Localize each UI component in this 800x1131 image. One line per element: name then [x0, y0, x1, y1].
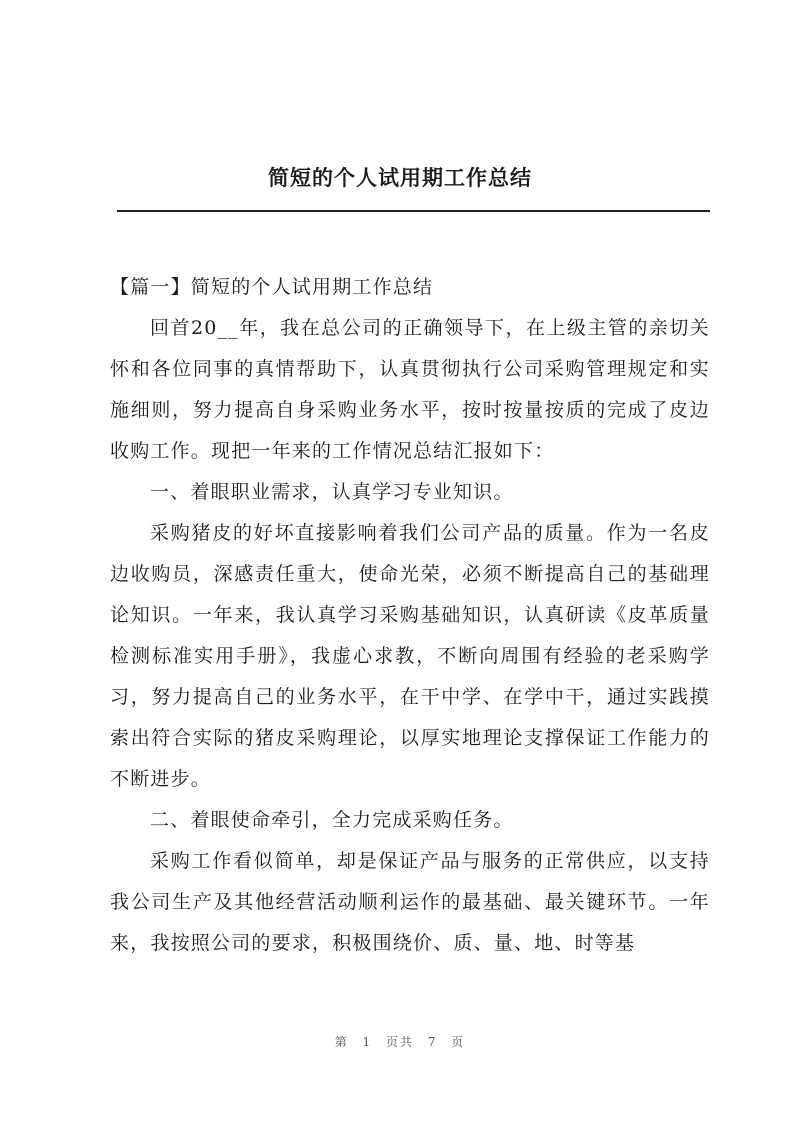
document-title: 简短的个人试用期工作总结: [268, 165, 532, 190]
page-number-footer: 第 1 页共 7 页: [334, 1035, 466, 1049]
document-body: [110, 267, 710, 964]
section-heading-paragraph: 【篇一】简短的个人试用期工作总结: [110, 276, 434, 298]
body-paragraph: 采购工作看似简单，却是保证产品与服务的正常供应，以支持我公司生产及其他经营活动顺利运作的最基础、最关键环节。一年来，我按照公司的要求，积极围绕价、质、量、地、时等基: [110, 850, 710, 954]
body-paragraph: 回首20__年，我在总公司的正确领导下，在上级主管的亲切关怀和各位同事的真情帮助下，认真贯彻执行公司采购管理规定和实施细则，努力提高自身采购业务水平，按时按量按质的完成了皮边收购工作。现把一年来的工作情况总结汇报如下：: [110, 317, 710, 462]
subheading-paragraph: 二、着眼使命牵引，全力完成采购任务。: [150, 809, 514, 831]
subheading-paragraph: 一、着眼职业需求，认真学习专业知识。: [150, 481, 514, 503]
title-underline-rule: [117, 210, 710, 212]
body-paragraph: 采购猪皮的好坏直接影响着我们公司产品的质量。作为一名皮边收购员，深感责任重大，使命光荣，必须不断提高自己的基础理论知识。一年来，我认真学习采购基础知识，认真研读《皮革质量检测标准实用手册》，我虚心求教，不断向周围有经验的老采购学习，努力提高自己的业务水平，在干中学、在学中干，通过实践摸索出符合实际的猪皮采购理论，以厚实地理论支撑保证工作能力的不断进步。: [110, 522, 710, 790]
